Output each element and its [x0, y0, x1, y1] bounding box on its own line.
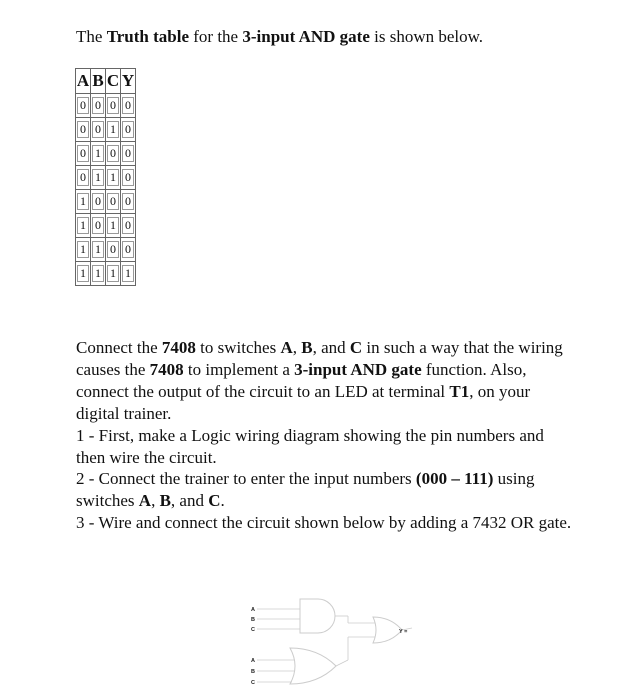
truth-table-row	[76, 262, 136, 286]
p1-bold-b: B	[301, 338, 313, 357]
truth-table-cell-value: 0	[122, 169, 134, 186]
s2-text-3: ,	[151, 491, 160, 511]
truth-table-cell	[76, 214, 91, 238]
s2-bold-a: A	[138, 491, 152, 511]
truth-table-cell	[106, 142, 121, 166]
truth-table-cell	[106, 166, 121, 190]
truth-table-cell-value: 0	[92, 121, 104, 138]
truth-table-cell	[91, 262, 106, 286]
p1-bold-gate: 3-input AND gate	[294, 359, 422, 379]
instruction-paragraph	[76, 337, 576, 425]
intro-text-1: The	[76, 27, 107, 46]
output-label-y: Y =	[399, 629, 408, 635]
truth-table-header-row	[76, 69, 136, 94]
truth-table-cell-value: 1	[92, 265, 104, 282]
truth-table-cell-value: 0	[122, 121, 134, 138]
truth-table-cell-value: 0	[122, 193, 134, 210]
gate2-input-a: A	[251, 658, 255, 664]
truth-table-cell-value: 0	[77, 97, 89, 114]
truth-table-cell-value: 0	[107, 193, 119, 210]
gate2-input-b: B	[251, 669, 255, 675]
truth-table-cell-value: 0	[107, 241, 119, 258]
or-gate-middle-shape	[373, 617, 402, 643]
truth-table-row	[76, 118, 136, 142]
truth-table-cell	[91, 166, 106, 190]
truth-table-cell	[91, 94, 106, 118]
truth-table-cell	[91, 190, 106, 214]
truth-table-cell-value: 0	[92, 97, 104, 114]
truth-table-cell	[106, 262, 121, 286]
truth-table-cell-value: 0	[122, 145, 134, 162]
s2-bold-b: B	[159, 491, 171, 511]
truth-table-cell-value: 1	[77, 265, 89, 282]
truth-table-cell	[121, 118, 136, 142]
s2-text-2: using switches	[76, 469, 535, 511]
truth-table-cell	[76, 190, 91, 214]
header-y: Y	[121, 69, 136, 94]
truth-table-cell	[106, 214, 121, 238]
header-b: B	[91, 69, 106, 94]
step-3: 3 - Wire and connect the circuit shown below by adding a 7432 OR gate.	[76, 513, 572, 533]
p1-text-4: , and	[312, 338, 350, 357]
gate2-input-c: C	[251, 680, 255, 686]
truth-table-cell-value: 0	[77, 169, 89, 186]
truth-table-cell	[76, 142, 91, 166]
truth-table-cell	[76, 94, 91, 118]
truth-table-cell-value: 1	[107, 169, 119, 186]
p1-text-5: in such a way that the wiring causes the	[76, 338, 563, 379]
truth-table-cell-value: 1	[92, 169, 104, 186]
truth-table-cell	[121, 94, 136, 118]
instructions	[76, 337, 576, 534]
truth-table-cell-value: 1	[107, 121, 119, 138]
truth-table-cell-value: 0	[107, 145, 119, 162]
p1-text-8: , on your digital trainer.	[76, 381, 531, 423]
truth-table-cell-value: 1	[92, 241, 104, 258]
gate1-input-b: B	[251, 617, 255, 623]
truth-table-cell-value: 1	[77, 217, 89, 234]
header-c: C	[106, 69, 121, 94]
p1-text-3: ,	[292, 338, 302, 357]
circuit-diagram	[240, 590, 420, 695]
truth-table-cell	[76, 262, 91, 286]
truth-table-cell-value: 0	[77, 121, 89, 138]
p1-text-2: to switches	[195, 338, 281, 357]
truth-table-cell-value: 0	[107, 97, 119, 114]
s2-bold-range: (000 – 111)	[415, 469, 494, 489]
truth-table-cell	[121, 214, 136, 238]
truth-table-cell-value: 0	[77, 145, 89, 162]
truth-table-cell	[106, 118, 121, 142]
truth-table-cell	[91, 238, 106, 262]
truth-table-cell-value: 0	[122, 217, 134, 234]
truth-table-cell-value: 1	[92, 145, 104, 162]
intro-text-3: is shown below.	[369, 27, 484, 46]
truth-table-cell	[91, 118, 106, 142]
truth-table-cell-value: 1	[77, 193, 89, 210]
truth-table-cell-value: 0	[122, 97, 134, 114]
p1-text-6: to implement a	[183, 359, 295, 379]
truth-table-row	[76, 142, 136, 166]
truth-table-cell	[76, 118, 91, 142]
gate1-input-a: A	[251, 607, 255, 613]
truth-table-cell	[121, 262, 136, 286]
intro-sentence	[76, 26, 483, 48]
truth-table-body	[76, 94, 136, 286]
s2-text-1: 2 - Connect the trainer to enter the input numbers	[76, 469, 416, 489]
truth-table-cell-value: 1	[107, 217, 119, 234]
truth-table-row	[76, 166, 136, 190]
truth-table-cell-value: 0	[122, 241, 134, 258]
truth-table-cell	[121, 190, 136, 214]
s2-text-5: .	[220, 491, 225, 511]
gate2-output-wire	[336, 660, 348, 666]
truth-table	[75, 68, 136, 286]
gate1-input-c: C	[251, 627, 255, 633]
p1-bold-7408-b: 7408	[149, 359, 184, 379]
intro-text-2: for the	[189, 27, 243, 46]
truth-table-cell	[121, 166, 136, 190]
truth-table-row	[76, 94, 136, 118]
s2-bold-c: C	[208, 491, 221, 511]
p1-text-1: Connect the	[76, 338, 162, 357]
truth-table-cell	[76, 166, 91, 190]
header-a: A	[76, 69, 91, 94]
or-gate-lower-shape	[290, 648, 336, 684]
p1-text-7: function. Also, connect the output of the circuit to an LED at terminal	[76, 359, 527, 401]
truth-table-cell	[106, 94, 121, 118]
truth-table-cell	[76, 238, 91, 262]
p1-bold-t1: T1	[449, 381, 470, 401]
truth-table-cell	[121, 142, 136, 166]
truth-table-cell-value: 0	[92, 193, 104, 210]
intro-bold-truth-table: Truth table	[106, 27, 190, 46]
intro-bold-gate: 3-input AND gate	[242, 27, 370, 46]
step-2	[76, 468, 576, 512]
truth-table-row	[76, 214, 136, 238]
p1-bold-c: C	[349, 338, 363, 357]
and-gate-shape	[300, 599, 335, 633]
truth-table-cell-value: 0	[92, 217, 104, 234]
p1-bold-7408-a: 7408	[161, 338, 196, 357]
truth-table-row	[76, 238, 136, 262]
p1-bold-a: A	[280, 338, 293, 357]
truth-table-cell-value: 1	[122, 265, 134, 282]
truth-table-cell	[106, 238, 121, 262]
truth-table-cell	[91, 142, 106, 166]
truth-table-cell	[91, 214, 106, 238]
truth-table-cell-value: 1	[77, 241, 89, 258]
truth-table-cell-value: 1	[107, 265, 119, 282]
step-1: 1 - First, make a Logic wiring diagram showing the pin numbers and then wire the circuit.	[76, 425, 544, 467]
s2-text-4: , and	[170, 491, 209, 511]
truth-table-cell	[121, 238, 136, 262]
truth-table-row	[76, 190, 136, 214]
truth-table-cell	[106, 190, 121, 214]
